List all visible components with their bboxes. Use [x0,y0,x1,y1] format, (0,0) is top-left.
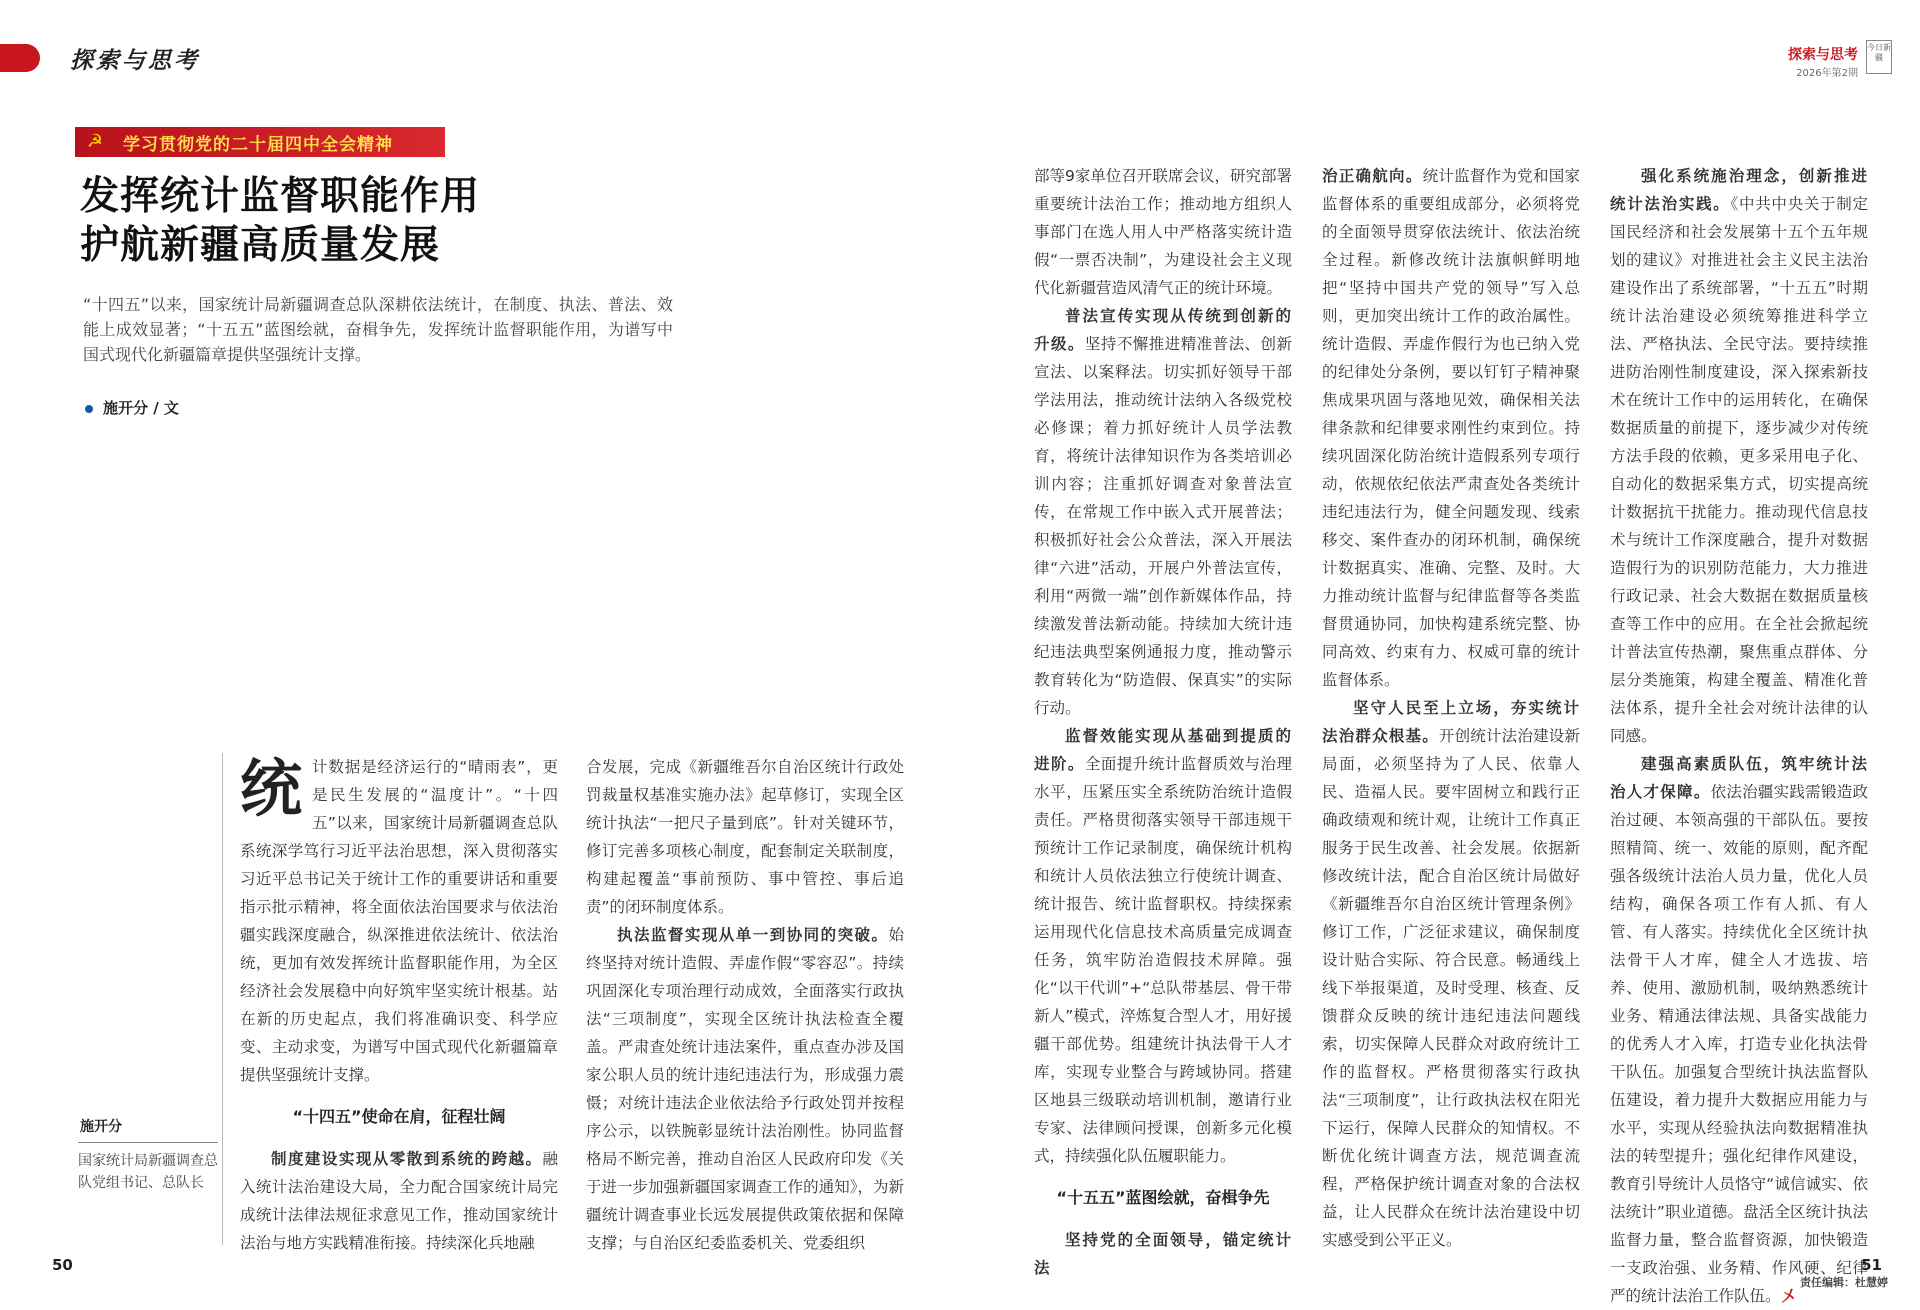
paragraph-text: 开创统计法治建设新局面，必须坚持为了人民、依靠人民、造福人民。要牢固树立和践行正确政绩观和统计观，让统计工作真正服务于民生改善、社会发展。依据新修改统计法，配合自治区统计局做好《新疆维吾尔自治区统计管理条例》修订工作，广泛征求建议，确保制度设计贴合实际、符合民意。畅通线上线下举报渠道，及时受理、核查、反馈群众反映的统计违纪违法问题线索，切实保障人民群众对政府统计工作的监督权。严格贯彻落实行政执法“三项制度”，让行政执法权在阳光下运行，保障人民群众的知情权。不断优化统计调查方法，规范调查流程，严格保护统计调查对象的合法权益，让人民群众在统计法治建设中切实感受到公平正义。 [1322,727,1580,1249]
paragraph [240,753,558,1089]
paragraph-text: 融入统计法治建设大局，全力配合国家统计局完成统计法律法规征求意见工作，推动国家统计法治与地方实践精准衔接。持续深化兵地融 [240,1150,558,1252]
paragraph-lead: 强化系统施治理念，创新推进统计法治实践。 [1610,166,1868,213]
paragraph-text: 计数据是经济运行的“晴雨表”，更是民生发展的“温度计”。“十四五”以来，国家统计局新疆调查总队系统深学笃行习近平法治思想，深入贯彻落实习近平总书记关于统计工作的重要讲话和重要指示批示精神，将全面依法治国要求与依法治疆实践深度融合，纵深推进依法统计、依法治统，更加有效发挥统计监督职能作用，为全区经济社会发展稳中向好筑牢坚实统计根基。站在新的历史起点，我们将准确识变、科学应变、主动求变，为谱写中国式现代化新疆篇章提供坚强统计支撑。 [240,758,558,1084]
bullet-dot-icon [85,405,93,413]
section-title: 探索与思考 [70,47,200,74]
magazine-header [1788,44,1858,79]
paragraph: 部等9家单位召开联席会议，研究部署重要统计法治工作；推动地方组织人事部门在选人用人中严格落实统计造假“一票否决制”，为建设社会主义现代化新疆营造风清气正的统计环境。 [1034,167,1292,297]
paragraph [1322,162,1580,694]
magazine-logo: 今日新疆 [1866,40,1892,74]
paragraph-lead: 监督效能实现从基础到提质的进阶。 [1034,726,1292,773]
section-heading: “十五五”蓝图绘就，奋楫争先 [1056,1188,1270,1207]
bio-name: 施开分 [80,1119,122,1135]
column-2 [586,753,904,1257]
paragraph-lead: 坚守人民至上立场，夯实统计法治群众根基。 [1322,698,1580,745]
article-title [80,172,480,270]
magazine-title: 探索与思考 [1788,47,1858,63]
paragraph [1610,162,1868,750]
column-3 [1034,162,1292,1282]
paragraph-text: 统计监督作为党和国家监督体系的重要组成部分，必须将党的全面领导贯穿依法统计、依法治统全过程。新修改统计法旗帜鲜明地把“坚持中国共产党的领导”写入总则，更加突出统计工作的政治属性。统计造假、弄虚作假行为也已纳入党的纪律处分条例，要以钉钉子精神聚焦成果巩固与落地见效，确保相关法律条款和纪律要求刚性约束到位。持续巩固深化防治统计造假系列专项行动，依规依纪依法严肃查处各类统计违纪违法行为，健全问题发现、线索移交、案件查办的闭环机制，确保统计数据真实、准确、完整、及时。大力推动统计监督与纪律监督等各类监督贯通协同，加快构建系统完整、协同高效、约束有力、权威可靠的统计监督体系。 [1322,167,1580,689]
column-5 [1610,162,1868,1310]
paragraph [1034,302,1292,722]
author-line [85,397,179,418]
dropcap: 统 [240,752,303,825]
paragraph-lead: 制度建设实现从零散到系统的跨越。 [271,1149,543,1168]
paragraph-lead: 普法宣传实现从传统到创新的升级。 [1034,306,1292,353]
paragraph [1034,722,1292,1170]
paragraph [240,1145,558,1257]
paragraph [1034,1226,1292,1282]
column-1 [240,753,558,1257]
title-line-1: 发挥统计监督职能作用 [80,174,481,219]
bio-divider [78,1142,218,1143]
editor-credit: 责任编辑：杜慧婷 [1800,1276,1888,1289]
paragraph-text: 坚持不懈推进精准普法、创新宣法、以案释法。切实抓好领导干部学法用法，推动统计法纳入各级党校必修课；着力抓好统计人员学法教育，将统计法律知识作为各类培训必训内容；注重抓好调查对象普法宣传，在常规工作中嵌入式开展普法；积极抓好社会公众普法，深入开展法律“六进”活动，开展户外普法宣传，利用“两微一端”创作新媒体作品，持续激发普法新动能。持续加大统计违纪违法典型案例通报力度，推动警示教育转化为“防造假、保真实”的实际行动。 [1034,335,1292,717]
page-number-right: 51 [1861,1256,1882,1274]
column-4 [1322,162,1580,1254]
paragraph-text: 依法治疆实践需锻造政治过硬、本领高强的干部队伍。要按照精简、统一、效能的原则，配齐配强各级统计法治人员力量，优化人员结构，确保各项工作有人抓、有人管、有人落实。持续优化全区统计执法骨干人才库，健全人才选拔、培养、使用、激励机制，吸纳熟悉统计业务、精通法律法规、具备实战能力的优秀人才入库，打造专业化执法骨干队伍。加强复合型统计执法监督队伍建设，着力提升大数据应用能力与水平，实现从经验执法向数据精准执法的转型提升；强化纪律作风建设，教育引导统计人员恪守“诚信诚实、依法统计”职业道德。盘活全区统计执法监督力量，整合监督资源，加快锻造一支政治强、业务精、作风硬、纪律严的统计法治工作队伍。 [1610,783,1868,1305]
article-lead: “十四五”以来，国家统计局新疆调查总队深耕依法统计，在制度、执法、普法、效能上成效显著；“十五五”蓝图绘就，奋楫争先，发挥统计监督职能作用，为谱写中国式现代化新疆篇章提供坚强统计支撑。 [83,295,673,364]
page-number-left: 50 [52,1256,73,1274]
paragraph-lead: 治正确航向。 [1322,166,1423,185]
paragraph [1610,750,1868,1310]
paragraph-text: 《中共中央关于制定国民经济和社会发展第十五个五年规划的建议》对推进社会主义民主法治建设作出了系统部署，“十五五”时期统计法治建设必须统筹推进科学立法、严格执法、全民守法。要持续推进防治刚性制度建设，深入探索新技术在统计工作中的运用转化，在确保数据质量的前提下，逐步减少对传统方法手段的依赖，更多采用电子化、自动化的数据采集方式，切实提高统计数据抗干扰能力。推动现代信息技术与统计工作深度融合，提升对数据造假行为的识别防范能力，大力推进行政记录、社会大数据在数据质量核查等工作中的应用。在全社会掀起统计普法宣传热潮，聚焦重点群体、分层分类施策，构建全覆盖、精准化普法体系，提升全社会对统计法律的认同感。 [1610,195,1868,745]
paragraph [1322,694,1580,1254]
banner-text: 学习贯彻党的二十届四中全会精神 [123,134,393,155]
bio-text: 国家统计局新疆调查总队党组书记、总队长 [78,1153,218,1191]
header-red-tab [0,44,40,72]
author-name: 施开分 / 文 [103,399,179,417]
theme-banner [75,127,445,157]
title-line-2: 护航新疆高质量发展 [80,223,441,268]
paragraph-lead: 执法监督实现从单一到协同的突破。 [617,925,889,944]
paragraph-text: 始终坚持对统计造假、弄虚作假“零容忍”。持续巩固深化专项治理行动成效，全面落实行政执法“三项制度”，实现全区统计执法检查全覆盖。严肃查处统计违法案件，重点查办涉及国家公职人员的统计违纪违法行为，形成强力震慑；对统计违法企业依法给予行政处罚并按程序公示，以铁腕彰显统计法治刚性。协同监督格局不断完善，推动自治区人民政府印发《关于进一步加强新疆国家调查工作的通知》，为新疆统计调查事业长远发展提供政策依据和保障支撑；与自治区纪委监委机关、党委组织 [586,926,904,1252]
party-emblem-icon: ☭ [86,131,104,152]
paragraph [586,921,904,1257]
magazine-issue: 2026年第2期 [1796,68,1858,79]
paragraph-lead: 建强高素质队伍，筑牢统计法治人才保障。 [1610,754,1868,801]
end-mark-icon: 〤 [1780,1287,1797,1305]
section-heading: “十四五”使命在肩，征程壮阔 [292,1107,506,1126]
paragraph-lead: 坚持党的全面领导，锚定统计法 [1034,1230,1292,1277]
paragraph: 合发展，完成《新疆维吾尔自治区统计行政处罚裁量权基准实施办法》起草修订，实现全区统计执法“一把尺子量到底”。针对关键环节，修订完善多项核心制度，配套制定关联制度，构建起覆盖“事前预防、事中管控、事后追责”的闭环制度体系。 [586,758,904,916]
column-divider [222,753,223,1245]
paragraph-text: 全面提升统计监督质效与治理水平，压紧压实全系统防治统计造假责任。严格贯彻落实领导干部违规干预统计工作记录制度，确保统计机构和统计人员依法独立行使统计调查、统计报告、统计监督职权。持续探索运用现代化信息技术高质量完成调查任务，筑牢防治造假技术屏障。强化“以干代训”+“总队带基层、骨干带新人”模式，淬炼复合型人才，用好援疆干部优势。组建统计执法骨干人才库，实现专业整合与跨域协同。搭建区地县三级联动培训机制，邀请行业专家、法律顾问授课，创新多元化模式，持续强化队伍履职能力。 [1034,755,1292,1165]
